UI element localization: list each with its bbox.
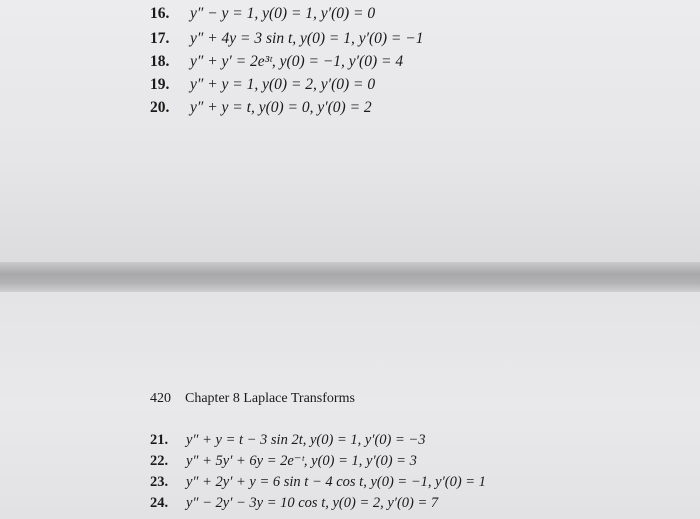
- problem-number: 24.: [150, 495, 169, 511]
- problem-equation: y″ + y = 1, y(0) = 2, y′(0) = 0: [190, 76, 376, 93]
- problem-equation: y″ + 2y′ + y = 6 sin t − 4 cos t, y(0) = −1, y′(0) = 1: [186, 474, 486, 490]
- problem-17: [150, 30, 423, 48]
- problem-19: [150, 76, 375, 94]
- problem-equation: y″ − 2y′ − 3y = 10 cos t, y(0) = 2, y′(0) = 7: [186, 495, 439, 511]
- problem-equation: y″ + 4y = 3 sin t, y(0) = 1, y′(0) = −1: [190, 30, 424, 47]
- problem-number: 21.: [150, 432, 169, 448]
- chapter-title: Chapter 8 Laplace Transforms: [185, 391, 355, 406]
- problem-number: 23.: [150, 474, 169, 490]
- page-number: 420: [150, 391, 171, 406]
- problem-18: [150, 53, 403, 71]
- problem-equation: y″ + y′ = 2e³ᵗ, y(0) = −1, y′(0) = 4: [190, 53, 404, 70]
- problem-22: [150, 453, 417, 470]
- problem-equation: y″ − y = 1, y(0) = 1, y′(0) = 0: [190, 5, 376, 22]
- problem-number: 16.: [150, 5, 170, 22]
- problem-16: [150, 5, 375, 23]
- problem-equation: y″ + 5y′ + 6y = 2e⁻ᵗ, y(0) = 1, y′(0) = 3: [186, 453, 417, 469]
- problem-equation: y″ + y = t − 3 sin 2t, y(0) = 1, y′(0) = −3: [186, 432, 426, 448]
- problem-23: [150, 474, 486, 491]
- problem-number: 17.: [150, 30, 170, 47]
- problem-24: [150, 495, 438, 512]
- problem-number: 22.: [150, 453, 169, 469]
- problem-21: [150, 432, 425, 449]
- problem-equation: y″ + y = t, y(0) = 0, y′(0) = 2: [190, 99, 372, 116]
- problem-number: 20.: [150, 99, 170, 116]
- problem-number: 18.: [150, 53, 170, 70]
- page-header: [150, 391, 355, 407]
- problem-number: 19.: [150, 76, 170, 93]
- book-spine-gap: [0, 262, 700, 292]
- problem-20: [150, 99, 372, 117]
